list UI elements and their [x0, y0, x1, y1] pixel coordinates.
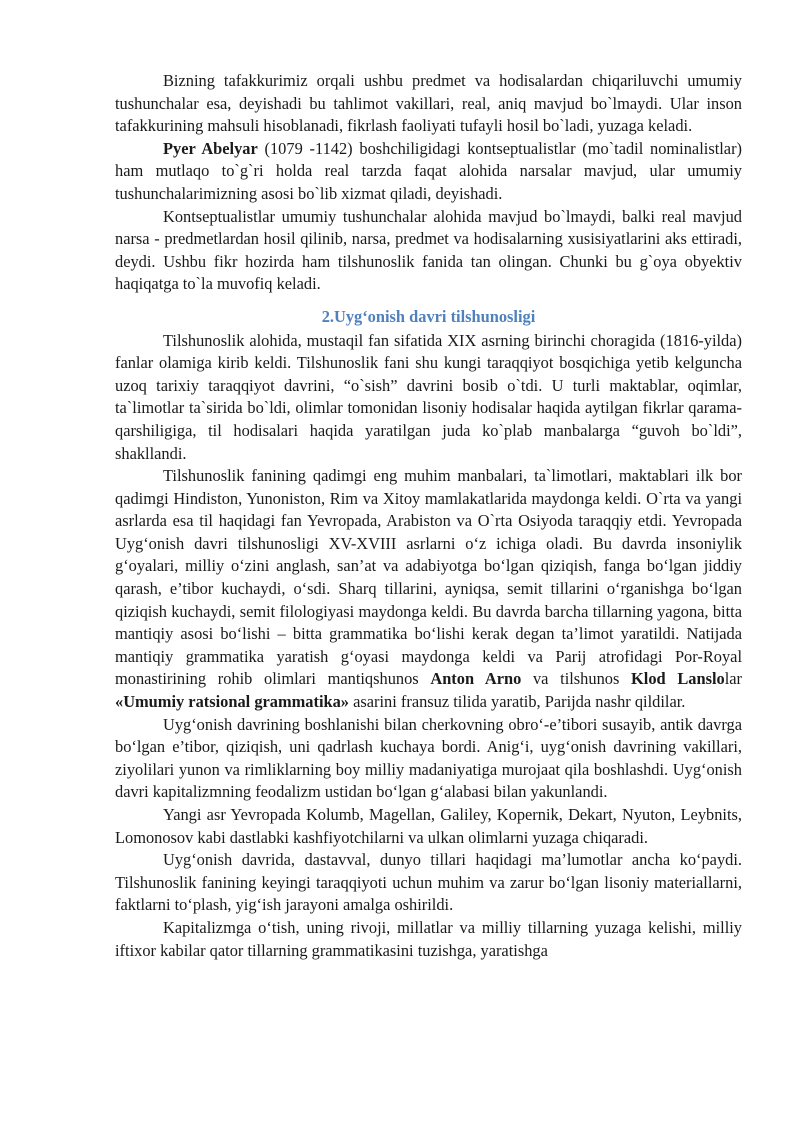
person-name-abelyar: Pyer Abelyar [163, 138, 258, 158]
person-name-arno: Anton Arno [430, 669, 522, 689]
paragraph-text: (1079 -1142) boshchiligidagi kontseptualistlar (mo`tadil nominalistlar) ham mutlaqo to`g`ri holda real tarzda faqat alohida narsalar mavjud, ular umumiy tushunchalarimizning asosi bo`lib xizmat qiladi, deyishadi. [115, 138, 742, 203]
paragraph: Bizning tafakkurimiz orqali ushbu predmet va hodisalardan chiqariluvchi umumiy tushunchalar esa, deyishadi bu tahlimot vakillari, real, aniq mavjud bo`lmaydi. Ular inson tafakkurining mahsuli hisoblanadi, fikrlash faoliyati tufayli hosil bo`ladi, yuzaga keladi. [115, 71, 742, 136]
paragraph: Yangi asr Yevropada Kolumb, Magellan, Galiley, Kopernik, Dekart, Nyuton, Leybnits, Lomonosov kabi dastlabki kashfiyotchilarni va ulkan olimlarni yuzaga chiqaradi. [115, 805, 742, 847]
book-title: «Umumiy ratsional grammatika» [115, 692, 350, 712]
section-heading: 2.Uyg‘onish davri tilshunosligi [321, 306, 536, 326]
person-name-lanslo: Klod Lanslo [631, 669, 725, 689]
paragraph: Kapitalizmga o‘tish, uning rivoji, millatlar va milliy tillarning yuzaga kelishi, milliy iftixor kabilar qator tillarning grammatikasini tuzishga, yaratishga [115, 917, 742, 960]
paragraph-text: asarini fransuz tilida yaratib, Parijda nashr qildilar. [349, 692, 686, 712]
paragraph: Uyg‘onish davrining boshlanishi bilan cherkovning obro‘-e’tibori susayib, antik davrga bo‘lgan e’tibor, qiziqish, uni qadrlash kuchaya bordi. Anig‘i, uyg‘onish davrining vakillari, ziyolilari yunon va rimliklarning boy milliy madaniyatiga murojaat qila boshlashdi. Uyg‘onish davri kapitalizmning feodalizm ustidan bo‘lgan g‘alabasi bilan yakunlandi. [115, 714, 742, 802]
paragraph-text: lar [724, 669, 742, 689]
paragraph-text: Tilshunoslik fanining qadimgi eng muhim manbalari, ta`limotlari, maktablari ilk bor qadimgi Hindiston, Yunoniston, Rim va Xitoy mamlakatlarida maydonga keldi. O`rta va yangi asrlarda esa til haqidagi fan Yevropada, Arabiston va O`rta Osiyoda taraqqiy etdi. Yevropada Uyg‘onish davri tilshunosligi XV-XVIII asrlarni o‘z ichiga oladi. Bu davrda insoniylik g‘oyalari, milliy o‘zini anglash, san’at va adabiyotga bo‘lgan qiziqish, fanga bo‘lgan jiddiy qarash, e’tibor kuchaydi, o‘sdi. Sharq tillarini, ayniqsa, semit tillarini o‘rganishga bo‘lgan qiziqish kuchaydi, semit filologiyasi maydonga keldi. Bu davrda barcha tillarning yagona, bitta mantiqiy asosi bo‘lishi – bitta grammatika bo‘lishi kerak degan ta’limot yaratildi. Natijada mantiqiy grammatika yaratish g‘oyasi maydonga keldi va Parij atrofidagi Por-Royal monastirining rohib olimlari mantiqshunos [115, 466, 742, 689]
paragraph: Tilshunoslik alohida, mustaqil fan sifatida XIX asrning birinchi choragida (1816-yilda) fanlar olamiga kirib keldi. Tilshunoslik fani shu kungi taraqqiyot bosqichiga yetib kelguncha uzoq tarixiy taraqqiyot davrini, “o`sish” davrini bosib o`tdi. U turli maktablar, oqimlar, ta`limotlar ta`sirida bo`ldi, olimlar tomonidan lisoniy hodisalar haqida aytilgan fikrlar qarama-qarshiligiga, til hodisalari haqida yaratilgan juda ko`plab manbalarga “guvoh bo`ldi”, shakllandi. [115, 330, 742, 463]
paragraph: Uyg‘onish davrida, dastavval, dunyo tillari haqidagi ma’lumotlar ancha ko‘paydi. Tilshunoslik fanining keyingi taraqqiyoti uchun muhim va zarur bo‘lgan lisoniy materiallarni, faktlarni to‘plash, yig‘ish jarayoni amalga oshirildi. [115, 850, 742, 915]
document-page [115, 70, 742, 962]
paragraph [115, 138, 742, 206]
paragraph-text: va tilshunos [521, 669, 632, 689]
paragraph: Kontseptualistlar umumiy tushunchalar alohida mavjud bo`lmaydi, balki real mavjud narsa - predmetlardan hosil qilinib, narsa, predmet va hodisalarning xusisiyatlarini aks ettiradi, deydi. Ushbu fikr hozirda ham tilshunoslik fanida tan olingan. Chunki bu g`oya obyektiv haqiqatga to`la muvofiq keladi. [115, 206, 742, 294]
paragraph [115, 465, 742, 714]
